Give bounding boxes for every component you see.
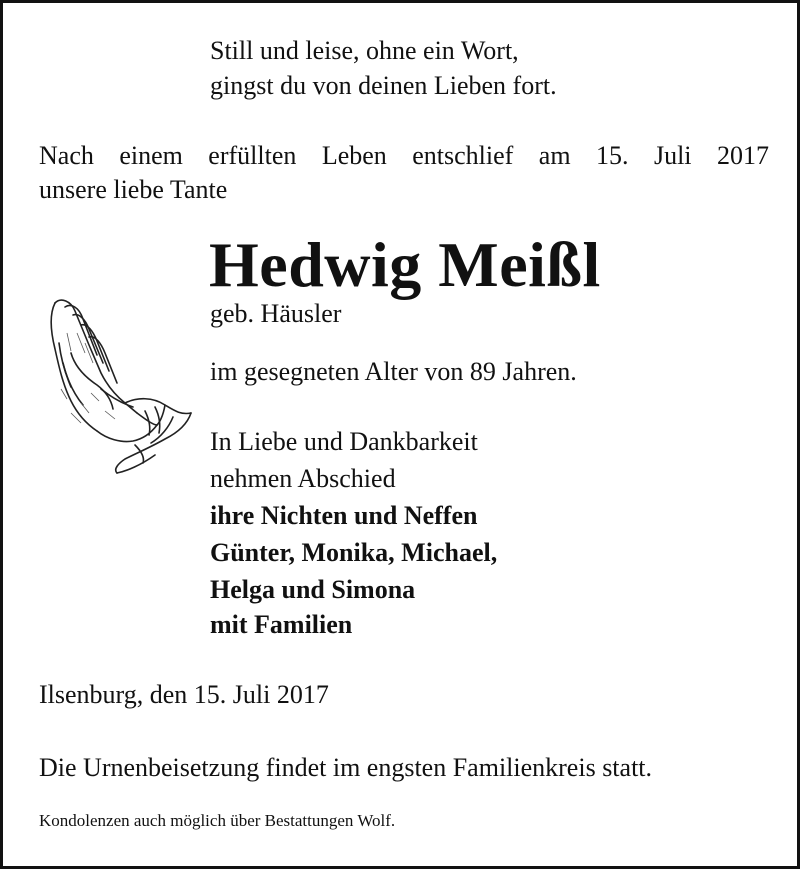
mourners-families: mit Familien	[210, 610, 353, 639]
intro-line-2: unsere liebe Tante	[39, 175, 228, 204]
place-date: Ilsenburg, den 15. Juli 2017	[39, 680, 329, 709]
intro-word: Juli	[653, 141, 692, 170]
intro-word: am	[538, 141, 571, 170]
verse-line-2: gingst du von deinen Lieben fort.	[210, 71, 557, 100]
mourners-names-2: Helga und Simona	[210, 575, 416, 604]
praying-hands-icon	[41, 293, 197, 475]
birth-name: geb. Häusler	[210, 299, 342, 328]
intro-word: entschlief	[412, 141, 514, 170]
intro-line-1	[39, 141, 769, 171]
intro-word: erfüllten	[208, 141, 297, 170]
age-line: im gesegneten Alter von 89 Jahren.	[210, 357, 577, 386]
intro-word: 15.	[596, 141, 629, 170]
mourners-relation: ihre Nichten und Neffen	[210, 501, 478, 530]
intro-word: Leben	[321, 141, 387, 170]
burial-note: Die Urnenbeisetzung findet im engsten Familienkreis statt.	[39, 753, 653, 782]
mourners-line-2: nehmen Abschied	[210, 464, 396, 493]
deceased-name: Hedwig Meißl	[209, 229, 601, 300]
intro-word: 2017	[716, 141, 769, 170]
mourners-names-1: Günter, Monika, Michael,	[210, 538, 498, 567]
intro-word: einem	[119, 141, 183, 170]
verse-line-1: Still und leise, ohne ein Wort,	[210, 36, 519, 65]
mourners-line-1: In Liebe und Dankbarkeit	[210, 427, 478, 456]
intro-word: Nach	[39, 141, 94, 170]
condolence-note: Kondolenzen auch möglich über Bestattungen Wolf.	[39, 811, 396, 830]
